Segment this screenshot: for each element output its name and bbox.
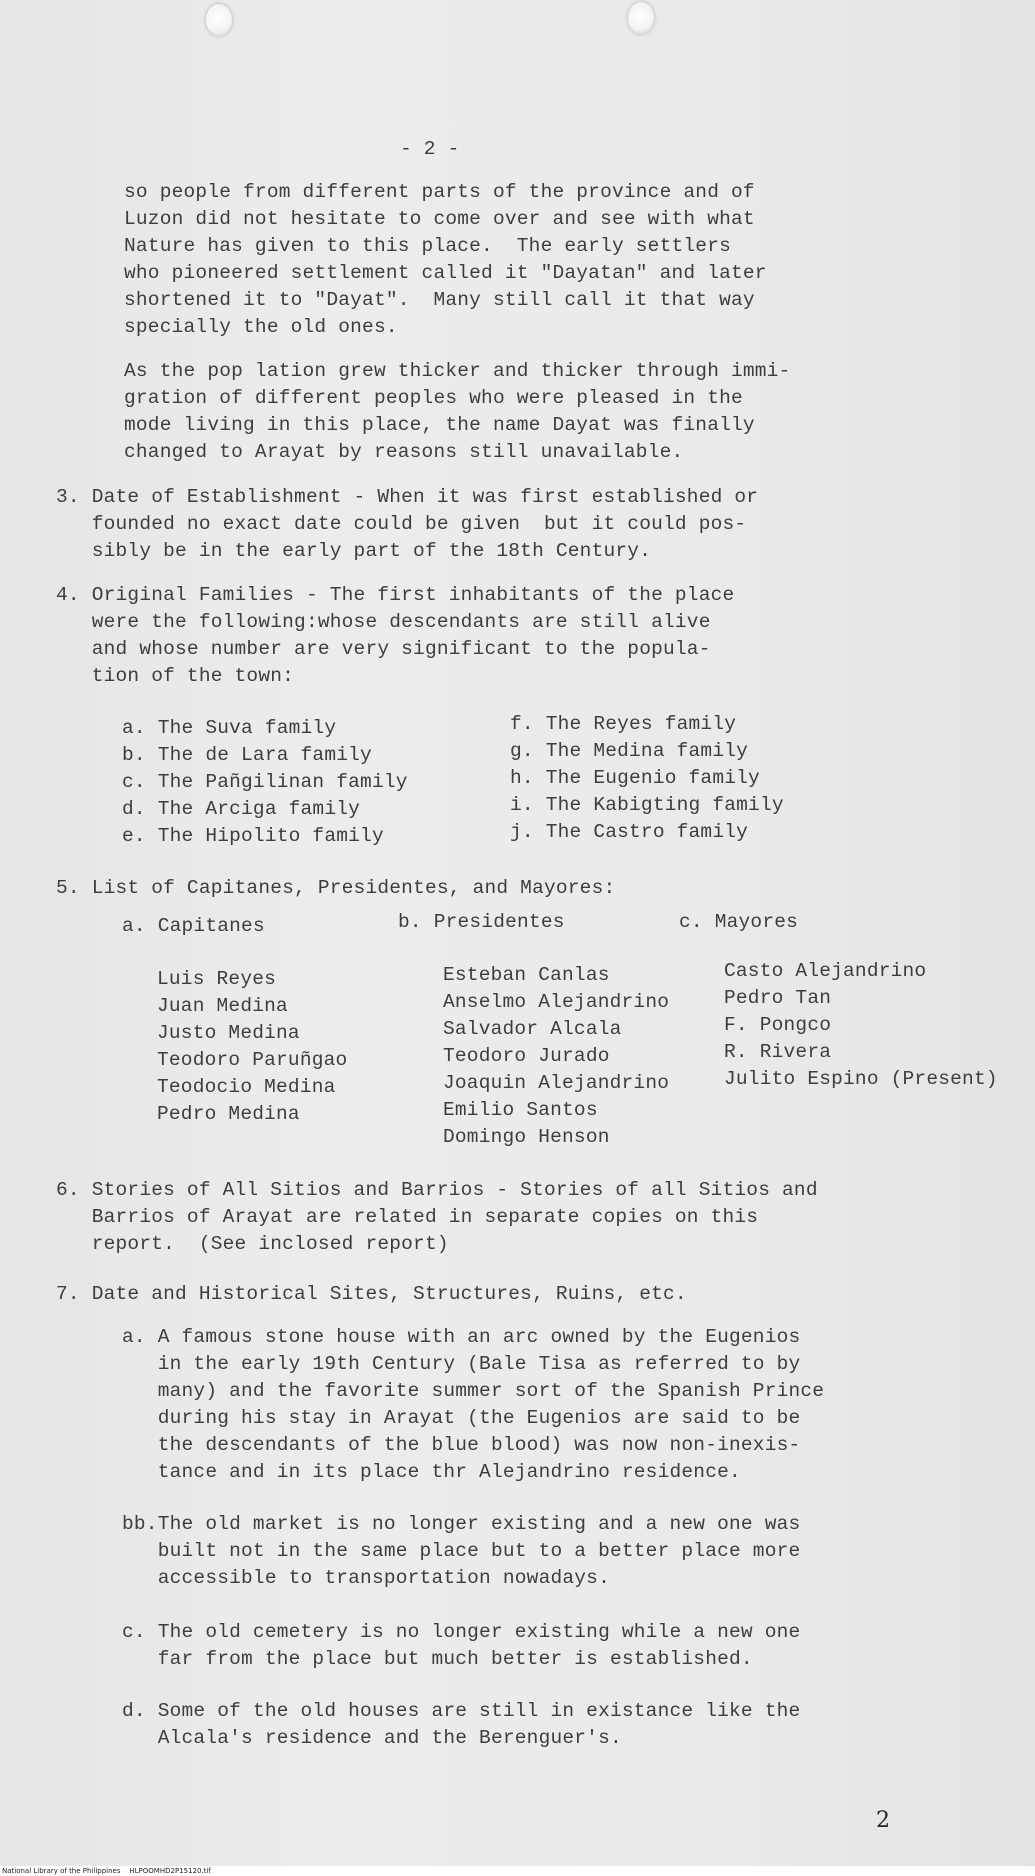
item-7a-line: during his stay in Arayat (the Eugenios are said to be (122, 1407, 801, 1429)
item-7c-line: c. The old cemetery is no longer existing while a new one (122, 1621, 801, 1643)
presidente-name: Teodoro Jurado (443, 1045, 610, 1067)
mayores-header: c. Mayores (679, 911, 799, 933)
family-item: i. The Kabigting family (510, 794, 784, 816)
item-4-line: tion of the town: (56, 665, 295, 687)
capitanes-header: a. Capitanes (122, 915, 265, 937)
item-3-line: founded no exact date could be given but it could pos- (56, 513, 747, 535)
family-item: g. The Medina family (510, 740, 749, 762)
punch-hole (628, 2, 654, 34)
mayor-name: Julito Espino (Present) (724, 1068, 998, 1090)
item-4-line: 4. Original Families - The first inhabitants of the place (56, 584, 735, 606)
item-5-heading: 5. List of Capitanes, Presidentes, and Mayores: (56, 877, 616, 899)
mayor-name: R. Rivera (724, 1041, 832, 1063)
paragraph-line: specially the old ones. (124, 316, 398, 338)
paragraph-line: changed to Arayat by reasons still unavailable. (124, 441, 684, 463)
archive-footer: National Library of the Philippines HLPOOMHD2P15120.tif (0, 1866, 1035, 1876)
family-item: h. The Eugenio family (510, 767, 760, 789)
presidente-name: Domingo Henson (443, 1126, 610, 1148)
item-7a-line: many) and the favorite summer sort of the Spanish Prince (122, 1380, 825, 1402)
item-6-line: 6. Stories of All Sitios and Barrios - Stories of all Sitios and (56, 1179, 818, 1201)
family-item: b. The de Lara family (122, 744, 372, 766)
item-4-line: were the following:whose descendants are still alive (56, 611, 711, 633)
item-7-heading: 7. Date and Historical Sites, Structures, Ruins, etc. (56, 1283, 687, 1305)
presidente-name: Joaquin Alejandrino (443, 1072, 670, 1094)
item-7b-line: bb.The old market is no longer existing and a new one was (122, 1513, 801, 1535)
item-7a-line: in the early 19th Century (Bale Tisa as referred to by (122, 1353, 801, 1375)
item-6-line: report. (See inclosed report) (56, 1233, 449, 1255)
paragraph-line: shortened it to "Dayat". Many still call it that way (124, 289, 755, 311)
family-item: f. The Reyes family (510, 713, 737, 735)
capitan-name: Justo Medina (157, 1022, 300, 1044)
paragraph-line: who pioneered settlement called it "Dayatan" and later (124, 262, 767, 284)
item-3-line: 3. Date of Establishment - When it was first established or (56, 486, 759, 508)
presidente-name: Emilio Santos (443, 1099, 598, 1121)
family-item: c. The Pañgilinan family (122, 771, 408, 793)
mayor-name: Casto Alejandrino (724, 960, 927, 982)
item-7a-line: a. A famous stone house with an arc owned by the Eugenios (122, 1326, 801, 1348)
capitan-name: Luis Reyes (157, 968, 277, 990)
item-4-line: and whose number are very significant to the popula- (56, 638, 711, 660)
page-number: - 2 - (400, 138, 460, 160)
presidente-name: Anselmo Alejandrino (443, 991, 670, 1013)
item-7a-line: tance and in its place thr Alejandrino residence. (122, 1461, 741, 1483)
family-item: j. The Castro family (510, 821, 749, 843)
handwritten-page-mark: 2 (876, 1808, 890, 1833)
item-7a-line: the descendants of the blue blood) was now non-inexis- (122, 1434, 801, 1456)
capitan-name: Teodocio Medina (157, 1076, 336, 1098)
mayor-name: Pedro Tan (724, 987, 832, 1009)
paragraph-line: so people from different parts of the province and of (124, 181, 755, 203)
paragraph-line: Nature has given to this place. The early settlers (124, 235, 731, 257)
presidente-name: Salvador Alcala (443, 1018, 622, 1040)
family-item: e. The Hipolito family (122, 825, 384, 847)
presidente-name: Esteban Canlas (443, 964, 610, 986)
family-item: a. The Suva family (122, 717, 337, 739)
capitan-name: Juan Medina (157, 995, 288, 1017)
paragraph-line: As the pop lation grew thicker and thicker through immi- (124, 360, 791, 382)
item-7c-line: far from the place but much better is established. (122, 1648, 753, 1670)
item-7d-line: d. Some of the old houses are still in existance like the (122, 1700, 801, 1722)
item-3-line: sibly be in the early part of the 18th Century. (56, 540, 652, 562)
capitan-name: Pedro Medina (157, 1103, 300, 1125)
paragraph-line: gration of different peoples who were pleased in the (124, 387, 743, 409)
presidentes-header: b. Presidentes (398, 911, 565, 933)
capitan-name: Teodoro Paruñgao (157, 1049, 348, 1071)
family-item: d. The Arciga family (122, 798, 361, 820)
mayor-name: F. Pongco (724, 1014, 832, 1036)
item-6-line: Barrios of Arayat are related in separate copies on this (56, 1206, 759, 1228)
item-7b-line: accessible to transportation nowadays. (122, 1567, 610, 1589)
paragraph-line: mode living in this place, the name Dayat was finally (124, 414, 755, 436)
paragraph-line: Luzon did not hesitate to come over and see with what (124, 208, 755, 230)
item-7d-line: Alcala's residence and the Berenguer's. (122, 1727, 622, 1749)
punch-hole (206, 4, 232, 36)
item-7b-line: built not in the same place but to a better place more (122, 1540, 801, 1562)
